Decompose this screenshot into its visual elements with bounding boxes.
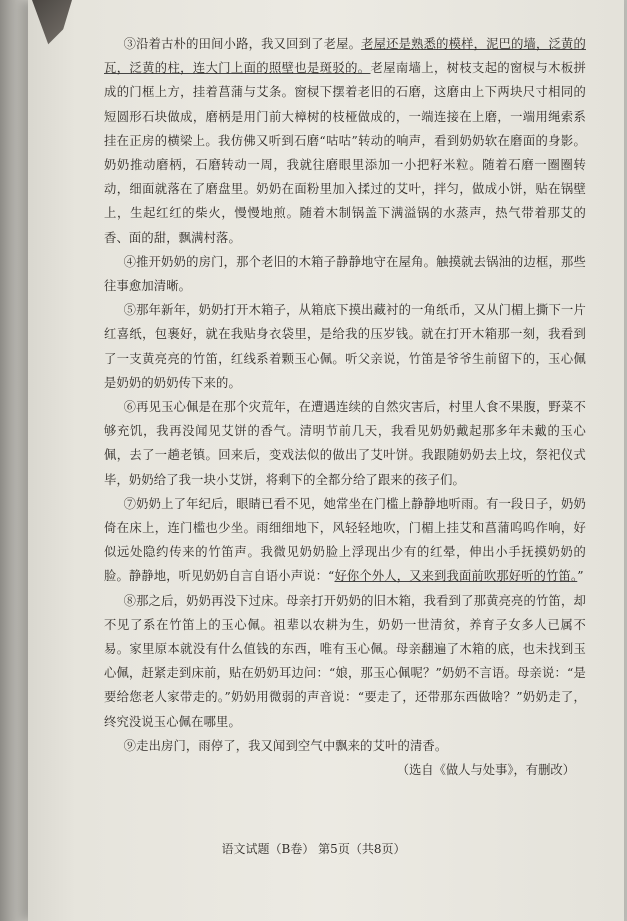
page-footer: 语文试题（B卷） 第5页（共8页） [221, 842, 406, 856]
paragraph-6 [104, 395, 586, 492]
paragraph-9-text: ⑨走出房门，雨停了，我又闻到空气中飘来的艾叶的清香。 [123, 738, 448, 753]
paragraph-3-underlined: 老屋还是熟悉的模样，泥巴的墙，泛黄的瓦，泛黄的柱，连大门上面的照壁也是斑驳的。 [104, 37, 586, 76]
paragraph-7-underlined: 好你个外人，又来到我面前吹那好听的竹笛。 [334, 569, 578, 584]
article-body [104, 32, 586, 758]
paragraph-3-text: ③沿着古朴的田间小路，我又回到了老屋。 [123, 37, 362, 51]
paragraph-4 [104, 250, 586, 298]
paragraph-3 [104, 32, 586, 250]
paragraph-9 [104, 734, 586, 758]
paragraph-5-text: ⑤那年新年，奶奶打开木箱子，从箱底下摸出藏衬的一角纸币，又从门楣上撕下一片红喜纸，包裹好，就在我贴身衣袋里，是给我的压岁钱。就在打开木箱那一刻，我看到了一支黄亮亮的竹笛，红线系着颗玉心佩。听父亲说，竹笛是爷爷生前留下的，玉心佩是奶奶的奶奶传下来的。 [104, 303, 586, 390]
paragraph-7-text: ⑦奶奶上了年纪后，眼睛已看不见，她常坐在门槛上静静地听雨。有一段日子，奶奶倚在床上，连门槛也少坐。雨细细地下，风轻轻地吹，门楣上挂艾和菖蒲呜呜作响，好似远处隐约传来的竹笛声。我微见奶奶脸上浮现出少有的红晕，伸出小手抚摸奶奶的脸。静静地，听见奶奶自言自语小声说：“ [104, 496, 586, 584]
paragraph-7 [104, 492, 586, 589]
source-citation: （选自《做人与处事》，有删改） [396, 763, 575, 777]
paragraph-3-text-cont: 老屋南墙上，树枝支起的窗棂与木板拼成的门框上方，挂着菖蒲与艾条。窗棂下摆着老旧的石磨，这磨由上下两块尺寸相同的短圆形石块做成，磨柄是用门前大樟树的枝桠做成的，一端连接在上磨，一端用绳索系挂在正房的横梁上。我仿佛又听到石磨“咕咕”转动的响声，看到奶奶软在磨面的身影。奶奶推动磨柄，石磨转动一周，我就往磨眼里添加一小把籽米粒。随着石磨一圈圈转动，细面就落在了磨盘里。奶奶在面粉里加入揉过的艾叶，拌匀，做成小饼，贴在锅壁上，生起红红的柴火，慢慢地煎。随着木制锅盖下满溢锅的水蒸声，热气带着那艾的香、面的甜，飘满村落。 [104, 61, 586, 245]
paragraph-7-text-cont: ” [577, 569, 584, 584]
paragraph-5 [104, 298, 586, 395]
paragraph-8 [104, 589, 586, 734]
paragraph-8-text: ⑧那之后，奶奶再没下过床。母亲打开奶奶的旧木箱，我看到了那黄亮亮的竹笛，却不见了系在竹笛上的玉心佩。祖辈以农耕为生，奶奶一世清贫，养育子女多人已属不易。家里原本就没有什么值钱的东西，唯有玉心佩。母亲翻遍了木箱的底，也未找到玉心佩，赶紧走到床前，贴在奶奶耳边问：“娘，那玉心佩呢？”奶奶不言语。母亲说：“是要给您老人家带走的。”奶奶用微弱的声音说：“要走了，还带那东西做啥？”奶奶走了，终究没说玉心佩在哪里。 [104, 593, 586, 729]
binding-shadow [0, 0, 28, 921]
paragraph-6-text: ⑥再见玉心佩是在那个灾荒年，在遭遇连续的自然灾害后，村里人食不果腹，野菜不够充饥，我再没闻见艾饼的香气。清明节前几天，我看见奶奶戴起那多年未戴的玉心佩，去了一趟老镇。回来后，变戏法似的做出了艾叶饼。我跟随奶奶去上坟，祭祀仪式毕，奶奶给了我一块小艾饼，将剩下的全都分给了跟来的孩子们。 [104, 400, 586, 487]
paragraph-4-text: ④推开奶奶的房门，那个老旧的木箱子静静地守在屋角。触摸就去锅油的边框，那些往事愈加清晰。 [104, 254, 586, 294]
